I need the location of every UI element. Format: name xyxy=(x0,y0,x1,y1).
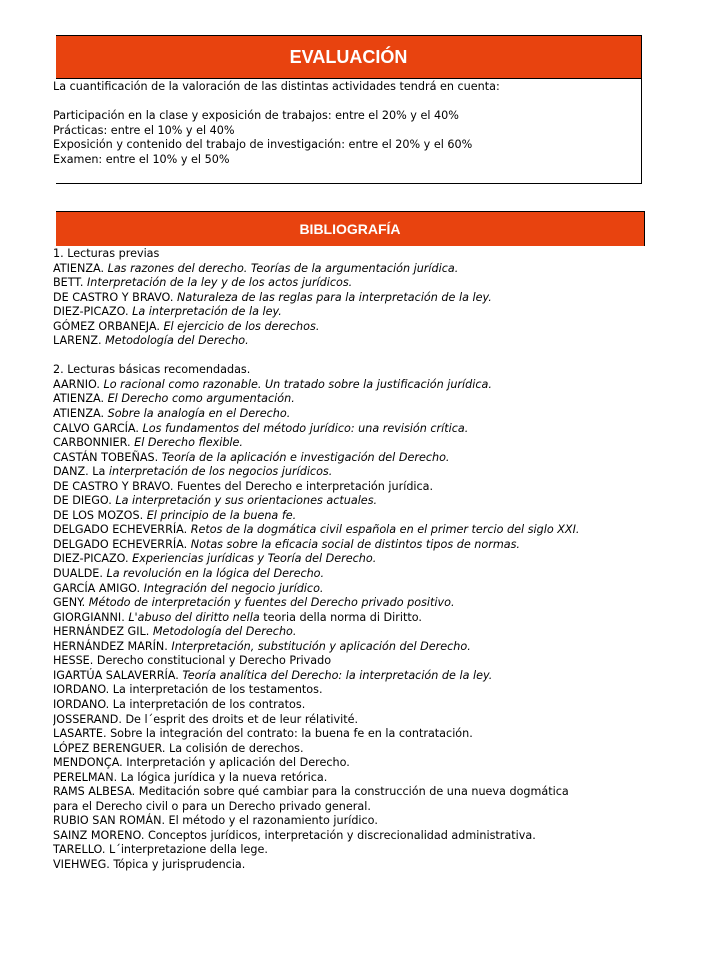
entry-author: 2. Lecturas básicas recomendadas. xyxy=(53,363,251,377)
bibliography-entry xyxy=(53,785,720,800)
entry-author: DE CASTRO Y BRAVO. xyxy=(53,290,178,304)
bibliography-entry xyxy=(53,596,720,611)
entry-title: Teoría de la aplicación e investigación del Derecho. xyxy=(161,450,450,464)
entry-author: DELGADO ECHEVERRÍA. xyxy=(53,523,191,537)
entry-author: GENY. xyxy=(53,596,89,610)
evaluation-section xyxy=(53,35,642,184)
entry-title: Sobre la analogía en el Derecho. xyxy=(107,407,291,421)
evaluation-item: Prácticas: entre el 10% y el 40% xyxy=(53,123,235,137)
entry-title: Interpretación, substitución y aplicación del Derecho. xyxy=(171,639,471,653)
entry-title: Naturaleza de las reglas para la interpretación de la ley. xyxy=(177,290,492,304)
entry-title-rest: teoria della norma di Diritto. xyxy=(259,610,422,624)
bibliography-entry xyxy=(53,756,720,771)
bibliography-entry xyxy=(53,349,720,364)
entry-title: El principio de la buena fe. xyxy=(146,508,297,522)
evaluation-body xyxy=(53,79,641,167)
entry-title: Método de interpretación y fuentes del Derecho privado positivo. xyxy=(88,596,455,610)
entry-author: DIEZ-PICAZO. xyxy=(53,305,133,319)
bibliography-entry xyxy=(53,814,720,829)
entry-title: El Derecho como argumentación. xyxy=(107,392,295,406)
bibliography-entry xyxy=(53,422,720,437)
bibliography-entry xyxy=(53,451,720,466)
entry-title: Metodología del Derecho. xyxy=(152,625,297,639)
bibliography-entry xyxy=(53,262,720,277)
entry-title: El ejercicio de los derechos. xyxy=(163,319,320,333)
bibliography-entry xyxy=(53,392,720,407)
evaluation-title: EVALUACIÓN xyxy=(56,36,641,79)
entry-author: LÓPEZ BERENGUER. La colisión de derechos. xyxy=(53,741,304,755)
entry-author: CARBONNIER. xyxy=(53,436,135,450)
entry-title: La interpretación y sus orientaciones actuales. xyxy=(115,494,378,508)
entry-author: HERNÁNDEZ GIL. xyxy=(53,625,153,639)
bibliography-entry xyxy=(53,291,720,306)
entry-author: DELGADO ECHEVERRÍA. xyxy=(53,537,191,551)
bibliography-entry xyxy=(53,305,720,320)
evaluation-item: Participación en la clase y exposición de trabajos: entre el 20% y el 40% xyxy=(53,109,459,122)
entry-author: RUBIO SAN ROMÁN. El método y el razonamiento jurídico. xyxy=(53,814,378,828)
evaluation-intro: La cuantificación de la valoración de las distintas actividades tendrá en cuenta: xyxy=(53,80,500,93)
bibliography-entry xyxy=(53,698,720,713)
entry-author: LARENZ. xyxy=(53,334,106,348)
bibliography-entry xyxy=(53,538,720,553)
entry-author: ATIENZA. xyxy=(53,392,108,406)
bibliography-entry xyxy=(53,334,720,349)
entry-author: HERNÁNDEZ MARÍN. xyxy=(53,639,172,653)
entry-title: Interpretación de la ley y de los actos jurídicos. xyxy=(87,276,353,290)
entry-author: CASTÁN TOBEÑAS. xyxy=(53,450,162,464)
entry-title: La interpretación de la ley. xyxy=(132,305,282,319)
entry-title: Experiencias jurídicas y Teoría del Derecho. xyxy=(132,552,377,566)
entry-author: ATIENZA. xyxy=(53,261,108,275)
bibliography-entry xyxy=(53,407,720,422)
bibliography-entry xyxy=(53,611,720,626)
bibliography-entry xyxy=(53,800,720,815)
entry-author: IGARTÚA SALAVERRÍA. xyxy=(53,668,183,682)
bibliography-entry xyxy=(53,465,720,480)
bibliography-entry xyxy=(53,669,720,684)
entry-title: Lo racional como razonable. Un tratado sobre la justificación jurídica. xyxy=(103,377,492,391)
bibliography-entry xyxy=(53,582,720,597)
entry-title: Las razones del derecho. Teorías de la argumentación jurídica. xyxy=(107,261,459,275)
entry-author: DE DIEGO. xyxy=(53,494,116,508)
entry-author: HESSE. Derecho constitucional y Derecho Privado xyxy=(53,654,332,668)
entry-author: 1. Lecturas previas xyxy=(53,247,160,260)
bibliography-entry xyxy=(53,363,720,378)
entry-author: RAMS ALBESA. Meditación sobre qué cambiar para la construcción de una nueva dogmática xyxy=(53,785,569,799)
entry-title: Notas sobre la eficacia social de distintos tipos de normas. xyxy=(190,537,520,551)
bibliography-entry xyxy=(53,713,720,728)
bibliography-entry xyxy=(53,247,720,262)
entry-author: GARCÍA AMIGO. xyxy=(53,581,144,595)
entry-title: El Derecho flexible. xyxy=(134,436,243,450)
bibliography-entry xyxy=(53,276,720,291)
bibliography-entry xyxy=(53,552,720,567)
bibliography-title: BIBLIOGRAFÍA xyxy=(56,211,645,246)
entry-title: Teoría analítica del Derecho: la interpretación de la ley. xyxy=(182,668,493,682)
entry-author: DE LOS MOZOS. xyxy=(53,508,147,522)
evaluation-item: Exposición y contenido del trabajo de investigación: entre el 20% y el 60% xyxy=(53,138,473,151)
entry-author: DE CASTRO Y BRAVO. Fuentes del Derecho e interpretación jurídica. xyxy=(53,479,434,493)
entry-title: L'abuso del diritto nella xyxy=(128,610,260,624)
entry-author: ATIENZA. xyxy=(53,407,108,421)
entry-author: GÓMEZ ORBANEJA. xyxy=(53,319,164,333)
bibliography-entry xyxy=(53,727,720,742)
entry-author: DIEZ-PICAZO. xyxy=(53,552,133,566)
entry-author: para el Derecho civil o para un Derecho privado general. xyxy=(53,799,371,813)
bibliography-entry xyxy=(53,320,720,335)
bibliography-entry xyxy=(53,771,720,786)
bibliography-entry xyxy=(53,480,720,495)
evaluation-item: Examen: entre el 10% y el 50% xyxy=(53,152,230,166)
entry-author: IORDANO. La interpretación de los testamentos. xyxy=(53,683,323,697)
bibliography-entry xyxy=(53,378,720,393)
bibliography-list xyxy=(53,247,720,873)
bibliography-entry xyxy=(53,843,720,858)
bibliography-entry xyxy=(53,654,720,669)
entry-author: PERELMAN. La lógica jurídica y la nueva retórica. xyxy=(53,770,328,784)
entry-author: SAINZ MORENO. Conceptos jurídicos, interpretación y discrecionalidad administrativa. xyxy=(53,828,536,842)
bibliography-entry xyxy=(53,509,720,524)
bibliography-entry xyxy=(53,858,720,873)
bibliography-entry xyxy=(53,742,720,757)
entry-author: MENDONÇA. Interpretación y aplicación del Derecho. xyxy=(53,756,350,770)
bibliography-entry xyxy=(53,829,720,844)
bibliography-entry xyxy=(53,683,720,698)
entry-title: Los fundamentos del método jurídico: una revisión crítica. xyxy=(142,421,469,435)
entry-title: interpretación de los negocios jurídicos. xyxy=(108,465,333,479)
entry-author: LASARTE. Sobre la integración del contrato: la buena fe en la contratación. xyxy=(53,727,473,741)
bibliography-entry xyxy=(53,494,720,509)
entry-title: Integración del negocio jurídico. xyxy=(143,581,324,595)
entry-author: DANZ. La xyxy=(53,465,109,479)
bibliography-entry xyxy=(53,640,720,655)
spacer xyxy=(53,95,641,110)
bibliography-entry xyxy=(53,523,720,538)
entry-author: BETT. xyxy=(53,276,87,290)
entry-author: DUALDE. xyxy=(53,567,107,581)
entry-author: GIORGIANNI. xyxy=(53,610,129,624)
entry-author: AARNIO. xyxy=(53,377,104,391)
entry-author: CALVO GARCÍA. xyxy=(53,421,143,435)
entry-author: TARELLO. L´interpretazione della lege. xyxy=(53,843,268,857)
entry-author: JOSSERAND. De l´esprit des droits et de leur rélativité. xyxy=(53,712,359,726)
entry-author: VIEHWEG. Tópica y jurisprudencia. xyxy=(53,857,246,871)
entry-title: Retos de la dogmática civil española en el primer tercio del siglo XXI. xyxy=(190,523,580,537)
bibliography-entry xyxy=(53,625,720,640)
entry-title: Metodología del Derecho. xyxy=(105,334,249,348)
bibliography-entry xyxy=(53,436,720,451)
bibliography-entry xyxy=(53,567,720,582)
entry-author: IORDANO. La interpretación de los contratos. xyxy=(53,697,306,711)
entry-title: La revolución en la lógica del Derecho. xyxy=(106,567,325,581)
